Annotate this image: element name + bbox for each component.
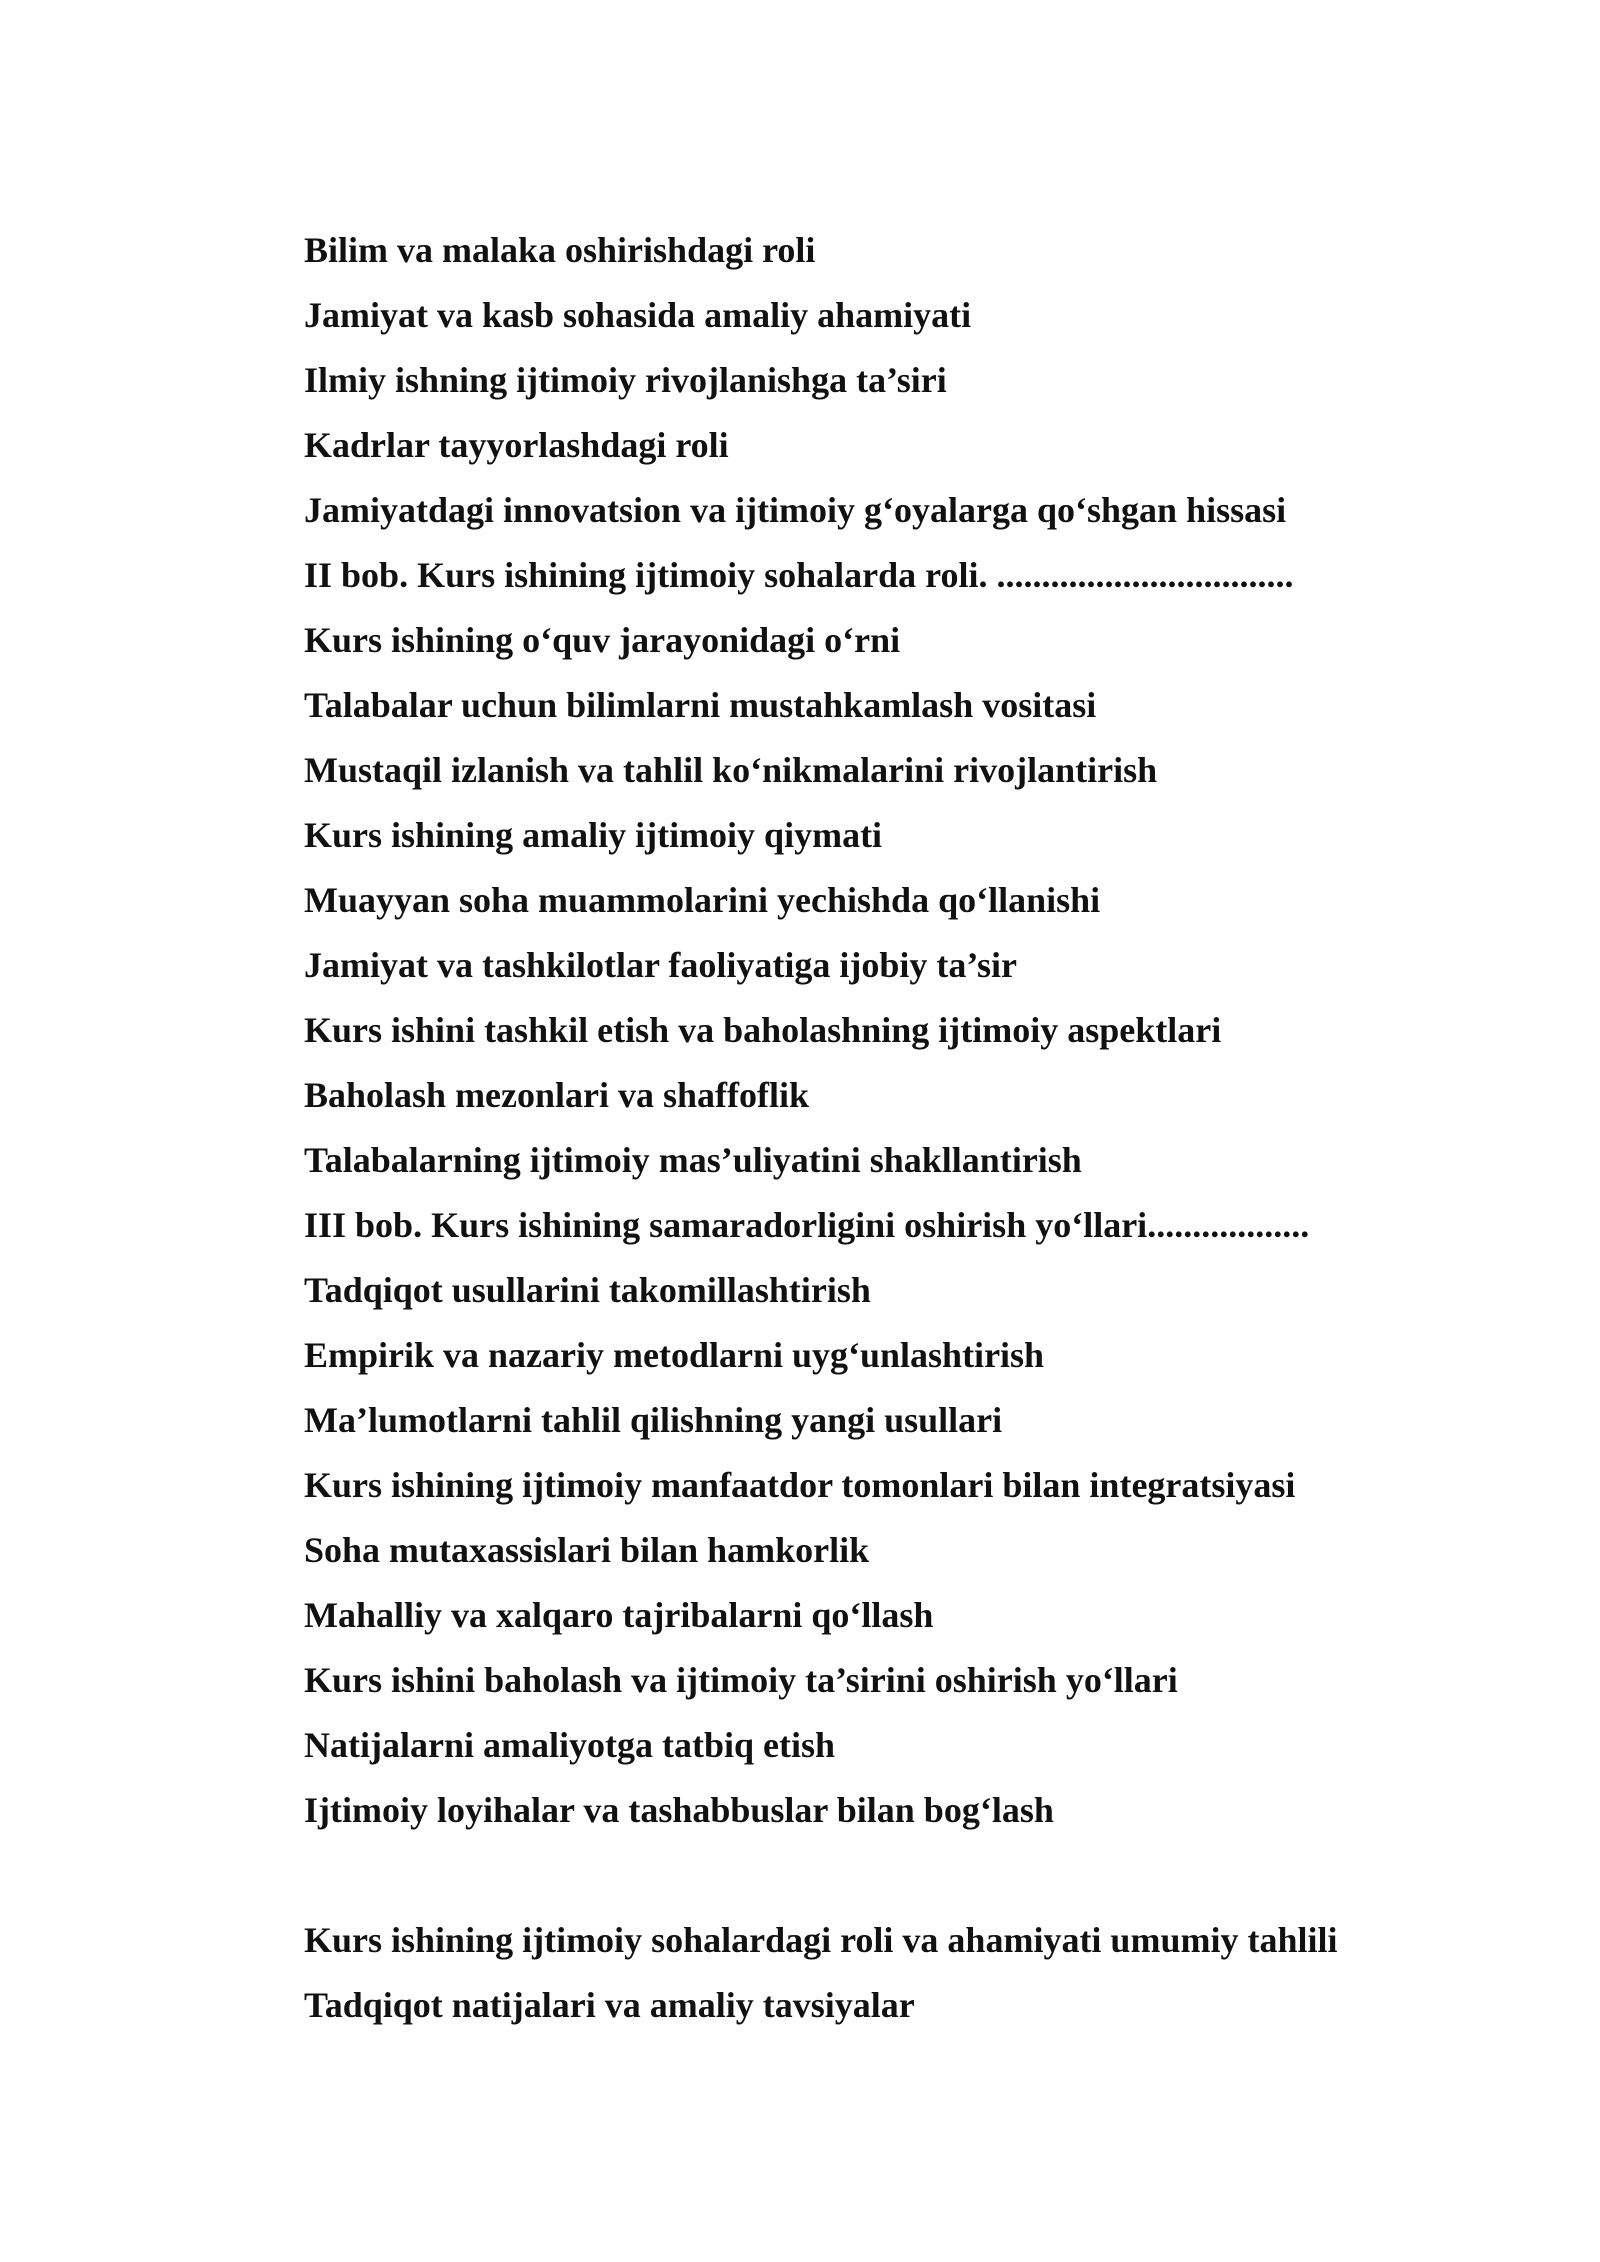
conclusion-line: Kurs ishining ijtimoiy sohalardagi roli va ahamiyati umumiy tahlili bbox=[304, 1920, 1338, 1960]
toc-line: Soha mutaxassislari bilan hamkorlik bbox=[304, 1530, 870, 1570]
toc-line: Bilim va malaka oshirishdagi roli bbox=[304, 230, 816, 270]
toc-line: Tadqiqot usullarini takomillashtirish bbox=[304, 1270, 871, 1310]
toc-line: Mahalliy va xalqaro tajribalarni qo‘llash bbox=[304, 1595, 934, 1635]
toc-line: Talabalarning ijtimoiy mas’uliyatini shakllantirish bbox=[304, 1140, 1082, 1180]
toc-line: Natijalarni amaliyotga tatbiq etish bbox=[304, 1725, 835, 1765]
toc-line: Kurs ishini tashkil etish va baholashning ijtimoiy aspektlari bbox=[304, 1010, 1222, 1050]
toc-line: Baholash mezonlari va shaffoflik bbox=[304, 1075, 810, 1115]
toc-line: Muayyan soha muammolarini yechishda qo‘llanishi bbox=[304, 880, 1101, 920]
toc-line: Jamiyat va tashkilotlar faoliyatiga ijobiy ta’sir bbox=[304, 945, 1017, 985]
conclusion-line: Tadqiqot natijalari va amaliy tavsiyalar bbox=[304, 1985, 915, 2025]
table-of-contents bbox=[304, 222, 1484, 2042]
toc-line: Kurs ishini baholash va ijtimoiy ta’sirini oshirish yo‘llari bbox=[304, 1660, 1178, 1700]
chapter-heading: II bob. Kurs ishining ijtimoiy sohalarda roli. ................................. bbox=[304, 555, 1294, 595]
toc-line: Kurs ishining amaliy ijtimoiy qiymati bbox=[304, 815, 883, 855]
toc-line: Ijtimoiy loyihalar va tashabbuslar bilan bog‘lash bbox=[304, 1790, 1054, 1830]
toc-line: Jamiyatdagi innovatsion va ijtimoiy g‘oyalarga qo‘shgan hissasi bbox=[304, 490, 1287, 530]
toc-line: Empirik va nazariy metodlarni uyg‘unlashtirish bbox=[304, 1335, 1045, 1375]
toc-line: Jamiyat va kasb sohasida amaliy ahamiyati bbox=[304, 295, 972, 335]
toc-line: Talabalar uchun bilimlarni mustahkamlash vositasi bbox=[304, 685, 1097, 725]
toc-line: Mustaqil izlanish va tahlil ko‘nikmalarini rivojlantirish bbox=[304, 750, 1158, 790]
toc-line: Kurs ishining o‘quv jarayonidagi o‘rni bbox=[304, 620, 901, 660]
toc-line: Kurs ishining ijtimoiy manfaatdor tomonlari bilan integratsiyasi bbox=[304, 1465, 1296, 1505]
section-spacer bbox=[304, 1847, 1484, 1912]
toc-line: Ilmiy ishning ijtimoiy rivojlanishga ta’siri bbox=[304, 360, 947, 400]
toc-line: Kadrlar tayyorlashdagi roli bbox=[304, 425, 729, 465]
toc-line: Ma’lumotlarni tahlil qilishning yangi usullari bbox=[304, 1400, 1003, 1440]
chapter-heading: III bob. Kurs ishining samaradorligini oshirish yo‘llari.................. bbox=[304, 1205, 1310, 1245]
